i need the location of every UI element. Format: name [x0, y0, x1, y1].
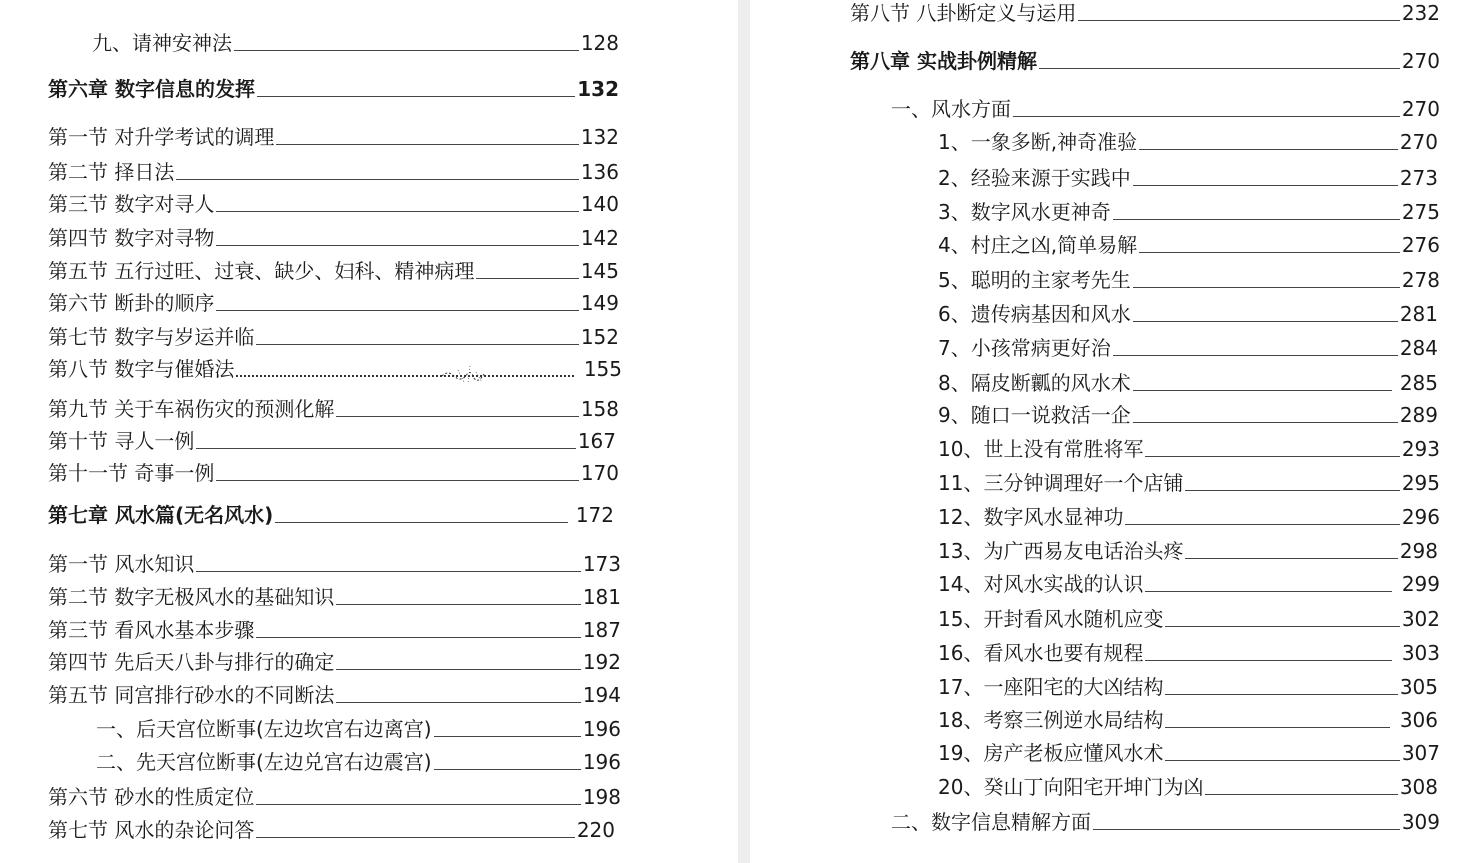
toc-entry	[48, 225, 619, 251]
dot-leader	[1039, 68, 1400, 69]
toc-page-number: 293	[1401, 437, 1440, 461]
dot-leader	[256, 837, 574, 838]
toc-entry	[938, 606, 1440, 632]
toc-title: 第六节 砂水的性质定位	[48, 785, 255, 809]
toc-title: 10、世上没有常胜将军	[938, 437, 1144, 461]
toc-title: 第五节 同宫排行砂水的不同断法	[48, 683, 335, 707]
dot-leader	[1113, 219, 1400, 220]
toc-title: 九、请神安神法	[92, 31, 232, 55]
toc-page-number: 309	[1401, 810, 1440, 834]
toc-title: 第七章 风水篇(无名风水)	[48, 503, 274, 527]
toc-entry	[938, 571, 1440, 597]
dot-leader	[196, 571, 580, 572]
toc-entry	[938, 470, 1440, 496]
toc-entry	[938, 129, 1438, 155]
right-page	[750, 0, 1479, 863]
toc-page-number: 194	[582, 683, 621, 707]
toc-title: 第三节 看风水基本步骤	[48, 618, 255, 642]
toc-page-number: 275	[1401, 200, 1440, 224]
chapter-heading	[48, 76, 619, 102]
toc-title: 19、房产老板应懂风水术	[938, 741, 1164, 765]
toc-page-number: 296	[1401, 505, 1440, 529]
toc-title: 一、后天宫位断事(左边坎宫右边离宫)	[96, 717, 432, 741]
toc-entry	[938, 774, 1438, 800]
toc-title: 3、数字风水更神奇	[938, 200, 1111, 224]
toc-page-number: 306	[1399, 708, 1438, 732]
toc-title: 17、一座阳宅的大凶结构	[938, 675, 1164, 699]
toc-page-number: 273	[1399, 166, 1438, 190]
toc-title: 5、聪明的主家考先生	[938, 268, 1131, 292]
toc-page-number: 232	[1401, 1, 1440, 25]
toc-title: 20、癸山丁向阳宅开坤门为凶	[938, 775, 1204, 799]
toc-title: 第六节 断卦的顺序	[48, 291, 215, 315]
dot-leader	[176, 179, 578, 180]
dot-leader	[1133, 185, 1398, 186]
dot-leader	[275, 522, 568, 523]
toc-page-number: 187	[582, 618, 621, 642]
toc-entry	[48, 682, 621, 708]
toc-entry	[850, 0, 1440, 26]
dot-leader	[216, 310, 578, 311]
toc-entry	[891, 96, 1440, 122]
toc-page-number: 132	[577, 77, 619, 101]
dot-leader	[234, 50, 579, 51]
toc-title: 2、经验来源于实践中	[938, 166, 1131, 190]
toc-title: 第四节 数字对寻物	[48, 226, 215, 250]
toc-title: 第一节 风水知识	[48, 552, 195, 576]
toc-page-number: 181	[582, 585, 621, 609]
toc-title: 第八章 实战卦例精解	[850, 49, 1037, 73]
dot-leader	[236, 375, 573, 377]
dot-leader	[1133, 422, 1398, 423]
toc-page-number: 299	[1401, 572, 1440, 596]
toc-entry	[48, 396, 619, 422]
toc-title: 15、开封看风水随机应变	[938, 607, 1164, 631]
dot-leader	[1165, 694, 1397, 695]
toc-entry	[92, 30, 619, 56]
toc-title: 第三节 数字对寻人	[48, 192, 215, 216]
toc-entry	[938, 436, 1440, 462]
dot-leader	[1165, 727, 1389, 728]
toc-entry	[938, 538, 1438, 564]
toc-entry	[938, 640, 1440, 666]
dot-leader	[276, 144, 578, 145]
toc-page-number: 167	[577, 429, 616, 453]
toc-title: 7、小孩常病更好治	[938, 336, 1111, 360]
dot-leader	[1145, 456, 1399, 457]
dot-leader	[216, 211, 578, 212]
toc-entry	[938, 267, 1440, 293]
toc-title: 12、数字风水显神功	[938, 505, 1124, 529]
toc-title: 二、先天宫位断事(左边兑宫右边震宫)	[96, 750, 432, 774]
dot-leader	[1133, 390, 1392, 391]
toc-entry	[48, 649, 621, 675]
toc-entry	[48, 290, 619, 316]
toc-page-number: 303	[1401, 641, 1440, 665]
dot-leader	[1145, 660, 1391, 661]
toc-entry	[938, 199, 1440, 225]
toc-title: 二、数字信息精解方面	[891, 810, 1091, 834]
dot-leader	[434, 769, 581, 770]
toc-page-number: 170	[580, 461, 619, 485]
dot-leader	[256, 344, 578, 345]
toc-title: 第十一节 奇事一例	[48, 461, 215, 485]
toc-entry	[938, 504, 1440, 530]
toc-entry	[48, 460, 619, 486]
toc-page-number: 295	[1401, 471, 1440, 495]
dot-leader	[216, 480, 578, 481]
dot-leader	[1139, 149, 1398, 150]
toc-page-number: 145	[580, 259, 619, 283]
dot-leader	[1165, 626, 1399, 627]
toc-page-number: 281	[1399, 302, 1438, 326]
dot-leader	[336, 604, 580, 605]
toc-page-number: 289	[1399, 403, 1438, 427]
toc-title: 8、隔皮断瓤的风水术	[938, 371, 1131, 395]
toc-title: 14、对风水实战的认识	[938, 572, 1144, 596]
toc-title: 一、风水方面	[891, 97, 1011, 121]
toc-title: 第七节 数字与岁运并临	[48, 325, 255, 349]
toc-entry	[938, 301, 1438, 327]
dot-leader	[1013, 116, 1400, 117]
toc-entry	[48, 356, 622, 382]
dot-leader	[1133, 287, 1400, 288]
dot-leader	[476, 278, 578, 279]
dot-leader	[336, 702, 580, 703]
toc-title: 6、遗传病基因和风水	[938, 302, 1131, 326]
scan-artifact-scribble	[440, 364, 500, 388]
toc-page-number: 284	[1399, 336, 1438, 360]
toc-entry	[938, 165, 1438, 191]
toc-page-number: 298	[1399, 539, 1438, 563]
toc-page-number: 285	[1399, 371, 1438, 395]
toc-entry	[48, 324, 619, 350]
toc-page-number: 278	[1401, 268, 1440, 292]
toc-page-number: 128	[580, 31, 619, 55]
toc-entry	[48, 159, 619, 185]
toc-title: 第六章 数字信息的发挥	[48, 77, 255, 101]
toc-entry	[938, 232, 1440, 258]
toc-page-number: 196	[582, 717, 621, 741]
toc-title: 第八节 数字与催婚法	[48, 357, 235, 381]
toc-page-number: 173	[582, 552, 621, 576]
toc-entry	[48, 124, 619, 150]
dot-leader	[1165, 760, 1399, 761]
toc-page-number: 270	[1401, 97, 1440, 121]
toc-page-number: 270	[1399, 130, 1438, 154]
dot-leader	[1139, 252, 1400, 253]
toc-page-number: 220	[576, 818, 615, 842]
toc-title: 第四节 先后天八卦与排行的确定	[48, 650, 335, 674]
toc-entry	[48, 551, 621, 577]
dot-leader	[1113, 355, 1398, 356]
toc-entry	[48, 258, 619, 284]
toc-page-number: 140	[580, 192, 619, 216]
toc-page-number: 158	[580, 397, 619, 421]
dot-leader	[1133, 321, 1398, 322]
toc-title: 11、三分钟调理好一个店铺	[938, 471, 1184, 495]
dot-leader	[256, 804, 580, 805]
toc-entry	[48, 817, 615, 843]
toc-page-number: 142	[580, 226, 619, 250]
toc-title: 第九节 关于车祸伤灾的预测化解	[48, 397, 335, 421]
toc-page-number: 270	[1401, 49, 1440, 73]
toc-title: 第八节 八卦断定义与运用	[850, 1, 1077, 25]
toc-title: 第二节 择日法	[48, 160, 175, 184]
dot-leader	[434, 736, 581, 737]
toc-page-number: 149	[580, 291, 619, 315]
toc-entry	[938, 674, 1438, 700]
dot-leader	[1185, 490, 1399, 491]
toc-entry	[48, 584, 621, 610]
toc-entry	[48, 428, 616, 454]
toc-page-number: 172	[575, 503, 614, 527]
toc-page-number: 198	[582, 785, 621, 809]
toc-page-number: 155	[583, 357, 622, 381]
dot-leader	[336, 669, 580, 670]
toc-entry	[938, 335, 1438, 361]
toc-title: 第五节 五行过旺、过衰、缺少、妇科、精神病理	[48, 259, 475, 283]
toc-page-number: 276	[1401, 233, 1440, 257]
toc-title: 第一节 对升学考试的调理	[48, 125, 275, 149]
chapter-heading	[48, 502, 614, 528]
toc-title: 13、为广西易友电话治头疼	[938, 539, 1184, 563]
toc-title: 9、随口一说救活一企	[938, 403, 1131, 427]
toc-page-number: 308	[1399, 775, 1438, 799]
toc-page-number: 305	[1399, 675, 1438, 699]
toc-entry	[938, 740, 1440, 766]
dot-leader	[336, 416, 578, 417]
toc-page-number: 192	[582, 650, 621, 674]
dot-leader	[196, 448, 575, 449]
dot-leader	[1093, 829, 1400, 830]
toc-title: 第七节 风水的杂论问答	[48, 818, 255, 842]
left-page	[0, 0, 738, 863]
toc-entry	[96, 716, 621, 742]
dot-leader	[1078, 20, 1399, 21]
toc-entry	[938, 370, 1438, 396]
toc-title: 第十节 寻人一例	[48, 429, 195, 453]
toc-page-number: 196	[582, 750, 621, 774]
toc-entry	[891, 809, 1440, 835]
dot-leader	[1125, 524, 1399, 525]
toc-title: 第二节 数字无极风水的基础知识	[48, 585, 335, 609]
toc-entry	[938, 402, 1438, 428]
toc-entry	[96, 749, 621, 775]
dot-leader	[256, 637, 580, 638]
dot-leader	[1205, 794, 1397, 795]
toc-title: 4、村庄之凶,简单易解	[938, 233, 1138, 257]
dot-leader	[1185, 558, 1397, 559]
toc-entry	[48, 617, 621, 643]
dot-leader	[216, 245, 578, 246]
toc-entry	[48, 784, 621, 810]
toc-page-number: 152	[580, 325, 619, 349]
dot-leader	[1145, 591, 1391, 592]
toc-page-number: 132	[580, 125, 619, 149]
toc-entry	[938, 707, 1438, 733]
toc-title: 1、一象多断,神奇准验	[938, 130, 1138, 154]
chapter-heading	[850, 48, 1440, 74]
toc-page-number: 136	[580, 160, 619, 184]
toc-page-number: 307	[1401, 741, 1440, 765]
toc-page-number: 302	[1401, 607, 1440, 631]
toc-title: 18、考察三例逆水局结构	[938, 708, 1164, 732]
toc-entry	[48, 191, 619, 217]
toc-title: 16、看风水也要有规程	[938, 641, 1144, 665]
dot-leader	[257, 96, 575, 97]
